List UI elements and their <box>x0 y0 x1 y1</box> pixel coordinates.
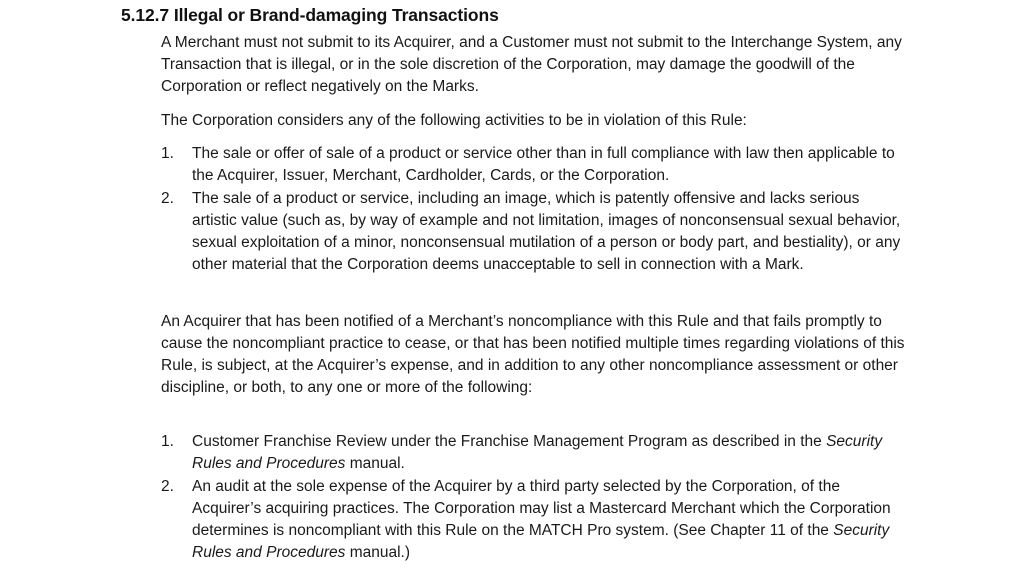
list-item-number: 1. <box>161 145 174 162</box>
list-item-text: The sale or offer of sale of a product or service other than in full compliance with law then applicable to the Acquirer, Issuer, Merchant, Cardholder, Cards, or the Corporation. <box>192 145 895 184</box>
list-item-text-end: manual. <box>349 455 405 472</box>
section-number: 5.12.7 <box>121 5 170 25</box>
list-item-text: An audit at the sole expense of the Acquirer by a third party selected by the Corporation, of the Acquirer’s acquiring practices. The Corporation may list a Mastercard Merchant which the Corporation determines is noncompliant with this Rule on the MATCH Pro system. (See Chapter 11 of the <box>192 478 891 539</box>
list-item <box>161 476 906 564</box>
list-item <box>161 431 906 475</box>
manual-title: Security Rules and Procedures <box>192 433 883 472</box>
list-item-text: The sale of a product or service, including an image, which is patently offensive and lacks serious artistic value (such as, by way of example and not limitation, images of nonconsensual sexual behavior, sexual exploitation of a minor, nonconsensual mutilation of a person or body part, and bestiality), or any other material that the Corporation deems unacceptable to sell in connection with a Mark. <box>192 190 901 273</box>
list-item-number: 2. <box>161 478 174 495</box>
section-title: Illegal or Brand-damaging Transactions <box>173 5 499 25</box>
activities-intro-paragraph: The Corporation considers any of the following activities to be in violation of this Rule: <box>161 112 747 129</box>
list-item-text-end: manual.) <box>349 544 410 561</box>
intro-paragraph: A Merchant must not submit to its Acquirer, and a Customer must not submit to the Interchange System, any Transaction that is illegal, or in the sole discretion of the Corporation, may damage the goodwill of the Corporation or reflect negatively on the Marks. <box>161 34 902 95</box>
acquirer-intro-paragraph: An Acquirer that has been notified of a Merchant’s noncompliance with this Rule and that fails promptly to cause the noncompliant practice to cease, or that has been notified multiple times regarding violations of this Rule, is subject, at the Acquirer’s expense, and in addition to any other noncompliance assessment or other discipline, or both, to any one or more of the following: <box>161 313 905 396</box>
manual-title: Security Rules and Procedures <box>192 522 890 561</box>
list-item <box>161 188 906 276</box>
list-item <box>161 143 906 187</box>
list-item-number: 2. <box>161 190 174 207</box>
violations-list <box>161 143 906 277</box>
list-item-text: Customer Franchise Review under the Franchise Management Program as described in the <box>192 433 822 450</box>
list-item-number: 1. <box>161 433 174 450</box>
section-heading <box>121 5 499 26</box>
consequences-list <box>161 431 906 565</box>
